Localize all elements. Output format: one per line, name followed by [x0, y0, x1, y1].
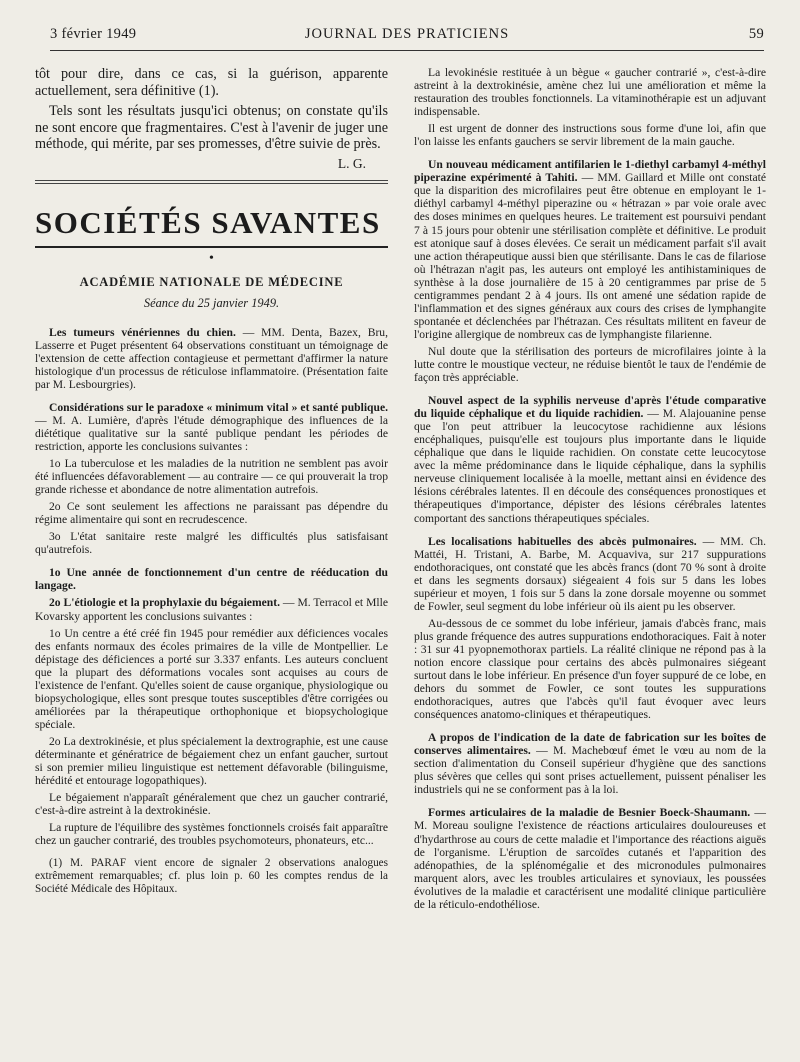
communication-body: — M. Alajouanine pense que l'on peut attribuer la leucocytose rachidienne aux lésions encéphaliques, puisqu'elle est toujours plus importante dans le liquide céphalique que dans le liquide rachidien. On constate cette leucocytose avec la même prédominance dans le liquide céphalique, dans la syphilis nerveuse cliniquement localisée à la moelle, mettant ainsi en évidence des lésions cérébrales latentes. Il en découle des conséquences pronostiques et thérapeutiques d'importance, dépister des lésions cérébrales latentes comportant des sanctions thérapeutiques spéciales. — [414, 407, 766, 525]
communication-body: — M. A. Lumière, d'après l'étude démographique des influences de la diététique qualitative sur la santé publique pendant les périodes de restriction, apporte les conclusions suivantes : — [35, 413, 388, 454]
communication — [414, 158, 766, 341]
communication-title: Les localisations habituelles des abcès pulmonaires. — [428, 534, 697, 548]
communication — [414, 394, 766, 524]
paragraph: Le bégaiement n'apparaît généralement que chez un gaucher contrarié, c'est-à-dire astreint à la dextrokinésie. — [35, 791, 388, 818]
section-title: SOCIÉTÉS SAVANTES — [35, 206, 388, 248]
communication-title: Un nouveau médicament antifilarien le 1-diethyl carbamyl 4-méthyl piperazine expérimenté à Tahiti. — [414, 158, 766, 185]
article-ending — [35, 66, 388, 153]
communication-title: Considérations sur le paradoxe « minimum vital » et santé publique. — [49, 400, 388, 414]
paragraph: Tels sont les résultats jusqu'ici obtenus; on constate qu'ils ne sont encore que fragmentaires. C'est à l'avenir de juger une méthode, qui mérite, par ses promesses, d'être suivie de près. — [35, 103, 388, 152]
footnote — [35, 857, 388, 895]
communication — [414, 535, 766, 613]
communication-body: — M. Machebœuf émet le vœu au nom de la section d'alimentation du Conseil supérieur d'hygiène que des sanctions plus sévères que celles qui sont prises actuellement, puissent pénaliser les industriels qui ne se conforment pas à la loi. — [414, 744, 766, 797]
author-signature: L. G. — [337, 155, 366, 171]
communication-title: 1o Une année de fonctionnement d'un centre de rééducation du langage. — [35, 566, 388, 593]
footnote-text: (1) M. PARAF vient encore de signaler 2 observations analogues extrêmement remarquables; cf. plus loin p. 60 les comptes rendus de la Société Médicale des Hôpitaux. — [35, 857, 388, 895]
communication — [35, 566, 388, 592]
communication — [414, 731, 766, 796]
communication-title: 2o L'étiologie et la prophylaxie du bégaiement. — [49, 596, 280, 610]
header-date: 3 février 1949 — [50, 26, 137, 42]
communication-body: — MM. Denta, Bazex, Bru, Lasserre et Puget présentent 64 observations constituant un témoignage de l'extension de cette affection contagieuse et permettant d'affirmer la nature histologique d'un processus de réticulose inflammatoire. (Présentation faite par M. Lesbourgries). — [35, 325, 388, 391]
paragraph: 2o Ce sont seulement les affections ne paraissant pas dépendre du régime alimentaire qui sont en recrudescence. — [35, 500, 388, 527]
communication-title: Les tumeurs vénériennes du chien. — [49, 325, 236, 339]
paragraph: La rupture de l'équilibre des systèmes fonctionnels croisés fait apparaître chez un gaucher contrarié, des troubles psychomoteurs, phonateurs, etc... — [35, 821, 388, 848]
communication-body: — M. Terracol et Mlle Kovarsky apportent les conclusions suivantes : — [35, 596, 388, 623]
communication — [35, 326, 388, 391]
paragraph: 1o La tuberculose et les maladies de la nutrition ne semblent pas avoir été influencées défavorablement — au contraire — ce qui prouverait la trop grande richesse et abondance de notre alimentation autrefois. — [35, 457, 388, 497]
paragraph: Il est urgent de donner des instructions sous forme d'une loi, afin que l'on laisse les enfants gauchers se servir librement de la main gauche. — [414, 122, 766, 149]
session-date: Séance du 25 janvier 1949. — [143, 295, 280, 310]
communication-body: — MM. Gaillard et Mille ont constaté que la disparition des microfilaires peut être obtenue en employant le 1-diéthyl carbamyl 4-méthyl piperazine ou « hétrazan » par voie orale avec des doses minimes en quelques heures. Le traitement est poursuivi pendant 7 à 15 jours pour obtenir une stérilisation complète et définitive. Le produit est atonique sauf à doses élevées. Ce serait un médicament parfait s'il avait une action thérapeutique aussi bien que stérilisante. Dans le cas de filariose où l'hétrazan n'agit pas, les auteurs ont employé les antihistaminiques de synthèse à la dose journalière de 15 à 20 centigrammes par prise de 5 centigrammes pendant 2 à 4 jours. Ils ont amené une sédation rapide de l'inflammation et des signes généraux aux cours des crises de lymphangite spontanée et déclenchées par l'hétrazan. Ces résultats militent en faveur de l'origine allergique de nombreux cas de lymphangiste filarienne. — [414, 171, 767, 341]
paragraph: 2o La dextrokinésie, et plus spécialement la dextrographie, est une cause déterminante et génératrice de bégaiement chez un enfant gaucher, surtout si son premier milieu linguistique est nettement défavorable (bilinguisme, hérédité et entourage logopathiques). — [35, 734, 388, 788]
paragraph: 3o L'état sanitaire reste malgré les difficultés plus satisfaisant qu'autrefois. — [35, 530, 388, 557]
paragraph: Nul doute que la stérilisation des porteurs de microfilaires jointe à la lutte contre le moustique vecteur, ne réduise bientôt le taux de l'endémie de façon très appréciable. — [414, 344, 766, 385]
communication — [414, 806, 766, 910]
communication — [35, 401, 388, 453]
communication-body: — M. Moreau souligne l'existence de réactions articulaires douloureuses et d'hydarthrose au cours de cette maladie et l'importance des réactions aiguës de l'organisme. L'éruption de sarcoïdes cutanés et l'apparition des adénopathies, de la splénomégalie et des micronodules pulmonaires marquent alors, avec les troubles articulaires et synoviaux, les poussées évolutives de la maladie et caractérisent une modalité clinique particulière de la réticulo-endothéliose. — [414, 806, 766, 911]
communication-title: Nouvel aspect de la syphilis nerveuse d'après l'étude comparative du liquide céphalique et du liquide rachidien. — [414, 394, 766, 421]
ornament: • — [209, 250, 214, 266]
page-number: 59 — [748, 26, 764, 42]
paragraph: tôt pour dire, dans ce cas, si la guérison, apparente actuellement, sera définitive (1). — [35, 66, 388, 99]
communication-title: A propos de l'indication de la date de fabrication sur les boîtes de conserves alimentaires. — [414, 731, 766, 758]
academy-heading: ACADÉMIE NATIONALE DE MÉDECINE — [79, 274, 344, 289]
paragraph: 1o Un centre a été créé fin 1945 pour remédier aux déficiences vocales des enfants normaux des écoles primaires de la ville de Montpellier. Le dépistage des déficiences a porté sur 3.337 enfants. Les auteurs concluent que la plupart des déformations vocales sont acquises au cours de l'existence de l'enfant. Qu'elles soient de cause organique, physiologique ou biopsychologique, elles sont presque toutes susceptibles d'être corrigées ou améliorées par la thérapeutique orthophonique et biopsychologique spéciale. — [35, 626, 388, 731]
paragraph: Au-dessous de ce sommet du lobe inférieur, jamais d'abcès franc, mais plus grande fréquence des autres suppurations endothoraciques. Fait à noter : 31 sur 41 pyopnemothorax partiels. La réalité clinique ne répond pas à la notion encore classique pour certains des abcès pulmonaires siégeant surtout dans le lobe inférieur. En présence d'un foyer suppuré de ce lobe, en dehors du sommet de Fowler, ce sont toutes les suppurations endothoraciques, autres que l'abcès qu'il faut évoquer avec leurs conséquences anatomo-cliniques et thérapeutiques. — [414, 616, 766, 722]
communication — [35, 596, 388, 622]
communication-body: — MM. Ch. Mattéi, H. Tristani, A. Barbe, M. Acquaviva, sur 217 suppurations endothoraciques, ont constaté que les abcès francs (dont 70 % sont à droite et dans les segments dorsaux) siégeaient 4 fois sur 5 dans les lobes supérieur et moyen, 1 fois sur 5 dans la zone dorsale moyenne ou sommet de Fowler, seul segment du lobe inférieur où ils aient pu les observer. — [414, 534, 767, 613]
left-column — [35, 66, 388, 899]
right-column — [414, 66, 766, 915]
communication-title: Formes articulaires de la maladie de Besnier Boeck-Shaumann. — [428, 806, 751, 820]
running-header — [50, 22, 764, 51]
section-divider — [35, 180, 388, 184]
paragraph: La levokinésie restituée à un bègue « gaucher contrarié », c'est-à-dire astreint à la dextrokinésie, amène chez lui une amélioration et même la restauration des troubles fonctionnels. La vitaminothérapie est un adjuvant indispensable. — [414, 66, 766, 119]
journal-title: JOURNAL DES PRATICIENS — [304, 26, 510, 42]
